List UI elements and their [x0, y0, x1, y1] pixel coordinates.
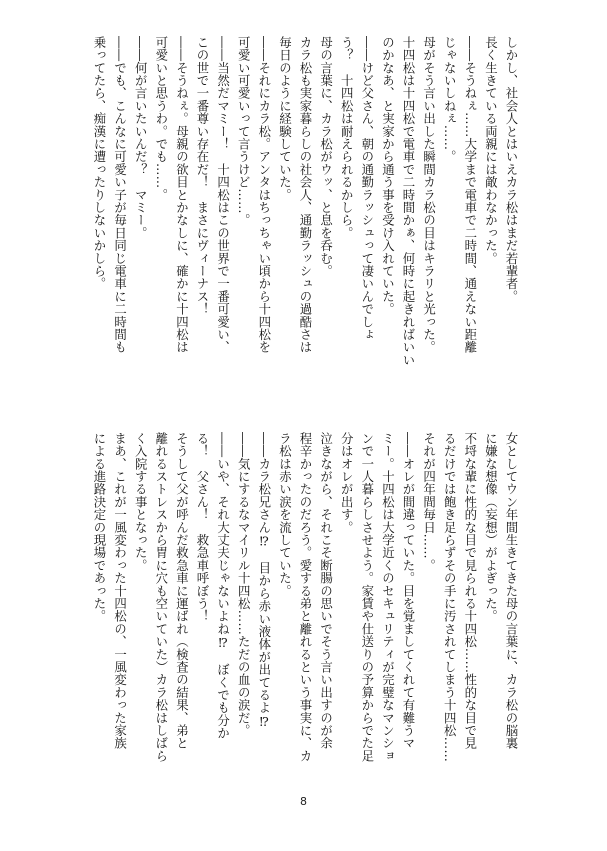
text-column: 可愛いと思うわ。でも……。 [153, 36, 169, 202]
text-column: ――当然だマミー！ 十四松はこの世界で一番可愛い、 [215, 36, 231, 354]
text-column: ――気にするなマイリル十四松……ただの血の涙だ。 [236, 432, 252, 737]
text-column: それが四年間毎日……。 [421, 432, 437, 572]
text-column: ――いや、それ大丈夫じゃないよね⁉ ぼくでも分か [215, 432, 231, 740]
text-column: ――カラ松兄さん⁉ 目から赤い液体が出てるよ⁉ [256, 432, 272, 730]
text-column: ――でも、こんなに可愛い子が毎日同じ電車に二時間も [112, 36, 128, 354]
text-column: 乗ってたら、痴漢に遭ったりしないかしら。 [92, 36, 107, 290]
text-column: ――そうねぇ……大学まで電車で二時間、通えない距離 [462, 36, 478, 354]
text-column: く入院する事となった。 [133, 432, 149, 572]
bottom-text-block [0, 432, 607, 812]
text-column: カラ松も実家暮らしの社会人、通勤ラッシュの過酷さは [298, 36, 313, 354]
text-column: ――そうねぇ。母親の欲目とかなしに、確かに十四松は [174, 36, 190, 354]
text-column: による進路決定の現場であった。 [92, 432, 107, 623]
text-column: ――それにカラ松。アンタはちっちゃい頃から十四松を [256, 36, 272, 354]
text-column: のかなあ、と実家から通う事を受け入れていた。 [380, 36, 396, 316]
text-column: 泣きながら、それこそ断腸の思いでそう言い出すのが余 [318, 432, 334, 750]
text-column: るだけでは飽き足らずその手に汚されてしまう十四松…… [442, 432, 458, 763]
text-column: る！ 父さん！ 救急車呼ぼう！ [195, 432, 210, 623]
text-column: 離れるストレスから胃に穴も空いていた）カラ松はしばら [153, 432, 169, 763]
page-number: 8 [300, 795, 307, 808]
text-column: ンで一人暮らしさせよう。家賃や仕送りの予算からでた足 [359, 432, 375, 763]
text-column: ラ松は赤い涙を流していた。 [277, 432, 293, 598]
text-column: しかし、社会人とはいえカラ松はまだ若輩者。 [504, 36, 519, 303]
text-column: 母がそう言い出した瞬間カラ松の目はキラリと光った。 [421, 36, 437, 354]
text-column: 可愛い可愛いって言うけど……。 [236, 36, 252, 227]
text-column: 母の言葉に、カラ松がウッ、と息を呑む。 [318, 36, 334, 278]
text-column: ――何が言いたいんだ？ マミー。 [133, 36, 149, 240]
text-column: 毎日のように経験していた。 [277, 36, 293, 202]
text-column: う？ 十四松は耐えられるかしら。 [339, 36, 355, 240]
text-column: 長く生きている両親には敵わなかった。 [483, 36, 499, 265]
text-column: 分はオレが出す。 [339, 432, 355, 534]
text-column: ――けど父さん、朝の通勤ラッシュって凄いんでしょ [359, 36, 375, 341]
top-text-block [0, 36, 607, 416]
text-column: 女としてウン年間生きてきた母の言葉に、カラ松の脳裏 [504, 432, 519, 750]
text-column: 不埒な輩に性的な目で見られる十四松……性的な目で見 [462, 432, 478, 750]
text-column: ――オレが間違っていた。目を覚ましてくれて有難うマ [401, 432, 416, 750]
text-column: ミー。十四松は大学近くのセキュリティが完璧なマンショ [380, 432, 396, 763]
text-column: に嫌な想像（妄想）がよぎった。 [483, 432, 499, 623]
text-column: じゃないしねぇ……。 [442, 36, 458, 163]
text-column: この世で一番尊い存在だ！ まさにヴィーナス！ [195, 36, 210, 316]
text-column: まあ、これが一風変わった十四松の、一風変わった家族 [112, 432, 128, 750]
text-column: 十四松は十四松で電車で二時間かぁ、何時に起きればいい [401, 36, 416, 367]
text-column: 程辛かったのだろう。愛する弟と離れるという事実に、カ [298, 432, 313, 763]
text-column: そうして父が呼んだ救急車に運ばれ（検査の結果、弟と [174, 432, 190, 750]
